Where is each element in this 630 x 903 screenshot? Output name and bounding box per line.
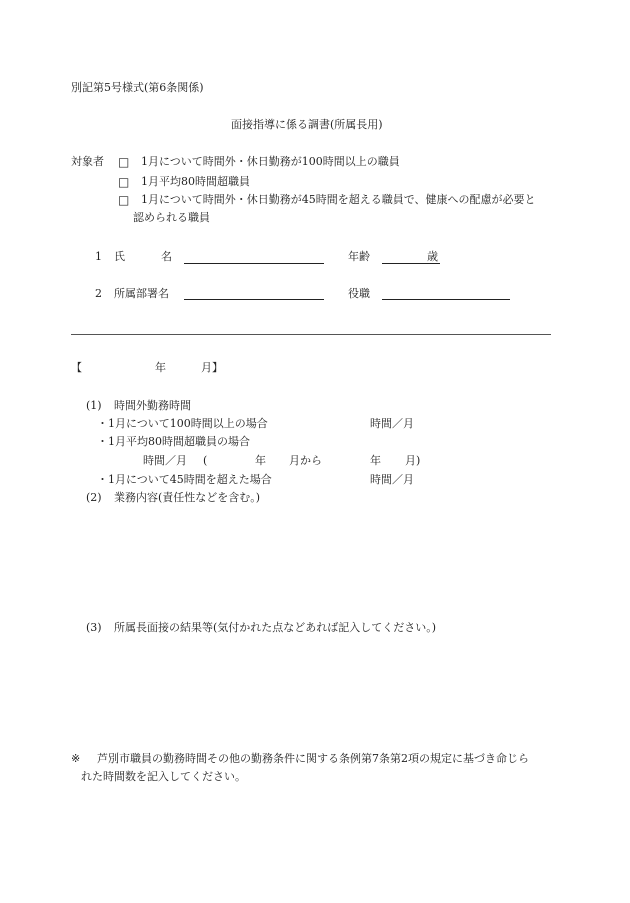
- overtime-item-2: ・1月平均80時間超職員の場合: [97, 435, 250, 448]
- overtime-item-2-year: 年: [255, 454, 266, 467]
- period-open-bracket: 【: [71, 361, 82, 374]
- dept-number: 2: [95, 287, 102, 300]
- interview-heading: 所属長面接の結果等(気付かれた点などあれば記入してください。): [114, 621, 437, 634]
- overtime-number: (1): [86, 399, 102, 412]
- overtime-item-2-year2: 年: [370, 454, 381, 467]
- interview-number: (3): [86, 621, 102, 634]
- target-option-2: 1月平均80時間超職員: [141, 175, 250, 188]
- target-option-3-cont: 認められる職員: [133, 211, 210, 224]
- target-label: 対象者: [71, 155, 104, 168]
- overtime-item-1: ・1月について100時間以上の場合: [97, 417, 268, 430]
- overtime-item-1-unit: 時間／月: [370, 417, 414, 430]
- overtime-item-3-unit: 時間／月: [370, 473, 414, 486]
- period-year: 年: [155, 361, 166, 374]
- dept-label: 所属部署名: [114, 287, 169, 300]
- document-title: 面接指導に係る調書(所属長用): [231, 118, 383, 131]
- note-line-2: れた時間数を記入してください。: [81, 770, 246, 783]
- target-option-3: 1月について時間外・休日勤務が45時間を超える職員で、健康への配慮が必要と: [141, 193, 536, 206]
- overtime-item-2-from: 月から: [289, 454, 322, 467]
- target-option-1: 1月について時間外・休日勤務が100時間以上の職員: [141, 155, 400, 168]
- overtime-item-3: ・1月について45時間を超えた場合: [97, 473, 272, 486]
- name-label-1: 氏: [114, 250, 125, 263]
- overtime-item-2-month: 月): [405, 454, 421, 467]
- dept-field[interactable]: [184, 299, 324, 300]
- work-heading: 業務内容(責任性などを含む。): [114, 491, 261, 504]
- age-unit: 歳: [427, 250, 438, 263]
- overtime-heading: 時間外勤務時間: [114, 399, 191, 412]
- checkbox-icon[interactable]: □: [118, 155, 130, 169]
- work-input-area[interactable]: [86, 510, 551, 610]
- name-field[interactable]: [184, 263, 324, 264]
- interview-input-area[interactable]: [86, 640, 551, 740]
- checkbox-icon[interactable]: □: [118, 193, 130, 207]
- work-number: (2): [86, 491, 102, 504]
- name-label-2: 名: [161, 250, 172, 263]
- position-field[interactable]: [382, 299, 510, 300]
- name-number: 1: [95, 250, 102, 263]
- form-number: 別記第5号様式(第6条関係): [71, 81, 204, 94]
- period-month: 月】: [201, 361, 223, 374]
- section-divider: [71, 334, 551, 335]
- note-mark: ※: [71, 752, 81, 765]
- checkbox-icon[interactable]: □: [118, 175, 130, 189]
- age-label: 年齢: [348, 250, 370, 263]
- note-line-1: 芦別市職員の勤務時間その他の勤務条件に関する条例第7条第2項の規定に基づき命じら: [97, 752, 529, 765]
- overtime-item-2-paren: (: [203, 454, 208, 467]
- position-label: 役職: [348, 287, 370, 300]
- overtime-item-2-unit: 時間／月: [143, 454, 187, 467]
